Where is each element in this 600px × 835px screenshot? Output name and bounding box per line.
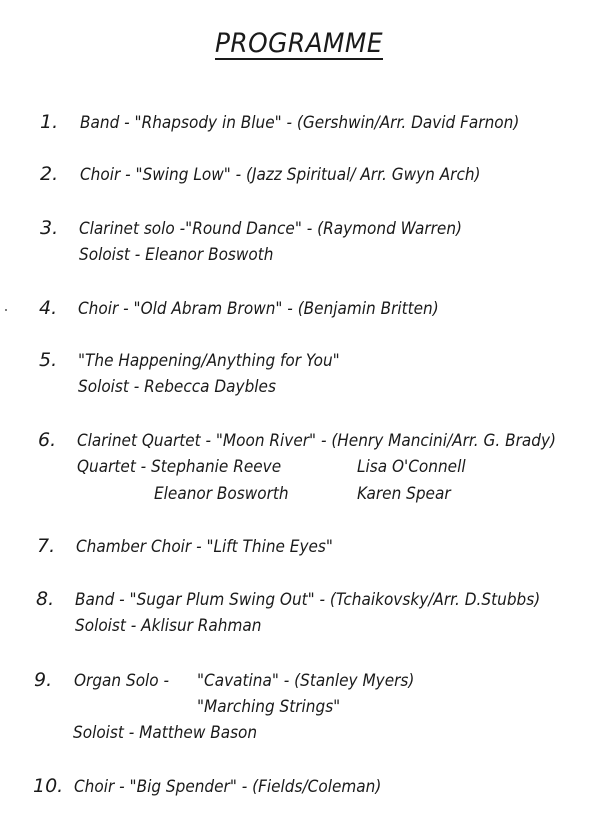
item-number: 1. — [40, 111, 59, 133]
item-line: Choir - "Swing Low" - (Jazz Spiritual/ Arr. Gwyn Arch) — [80, 165, 481, 185]
item-soloist: Soloist - Eleanor Boswoth — [79, 245, 274, 265]
item-line: Band - "Rhapsody in Blue" - (Gershwin/Arr. David Farnon) — [80, 113, 520, 133]
item-number: 8. — [36, 588, 55, 610]
item-number: 5. — [39, 349, 58, 371]
item-line: Band - "Sugar Plum Swing Out" - (Tchaikovsky/Arr. D.Stubbs) — [75, 590, 541, 610]
quartet-member-4: Karen Spear — [357, 484, 451, 504]
item-number: 7. — [37, 535, 56, 557]
item-number: 3. — [40, 217, 59, 239]
item-number: 6. — [38, 429, 57, 451]
item-number: 2. — [40, 163, 59, 185]
item-line: Organ Solo - — [74, 671, 170, 691]
item-line: Chamber Choir - "Lift Thine Eyes" — [76, 537, 333, 557]
item-line: Choir - "Big Spender" - (Fields/Coleman) — [74, 777, 382, 797]
stray-dot — [5, 309, 7, 311]
item-line: Choir - "Old Abram Brown" - (Benjamin Britten) — [78, 299, 439, 319]
item-line: Clarinet Quartet - "Moon River" - (Henry Mancini/Arr. G. Brady) — [77, 431, 557, 451]
item-number: 9. — [34, 669, 53, 691]
item-line: "The Happening/Anything for You" — [78, 351, 340, 371]
item-number: 4. — [39, 297, 58, 319]
item-piece-2: "Marching Strings" — [197, 697, 341, 717]
item-soloist: Soloist - Aklisur Rahman — [75, 616, 262, 636]
quartet-member-2: Lisa O'Connell — [357, 457, 466, 477]
item-number: 10. — [33, 775, 64, 797]
item-piece-1: "Cavatina" - (Stanley Myers) — [197, 671, 415, 691]
item-soloist: Soloist - Rebecca Daybles — [78, 377, 276, 397]
item-line: Clarinet solo -"Round Dance" - (Raymond Warren) — [79, 219, 463, 239]
quartet-member-3: Eleanor Bosworth — [154, 484, 289, 504]
page-title: PROGRAMME — [214, 28, 383, 59]
item-soloist: Soloist - Matthew Bason — [73, 723, 258, 743]
quartet-member-1: Quartet - Stephanie Reeve — [77, 457, 282, 477]
